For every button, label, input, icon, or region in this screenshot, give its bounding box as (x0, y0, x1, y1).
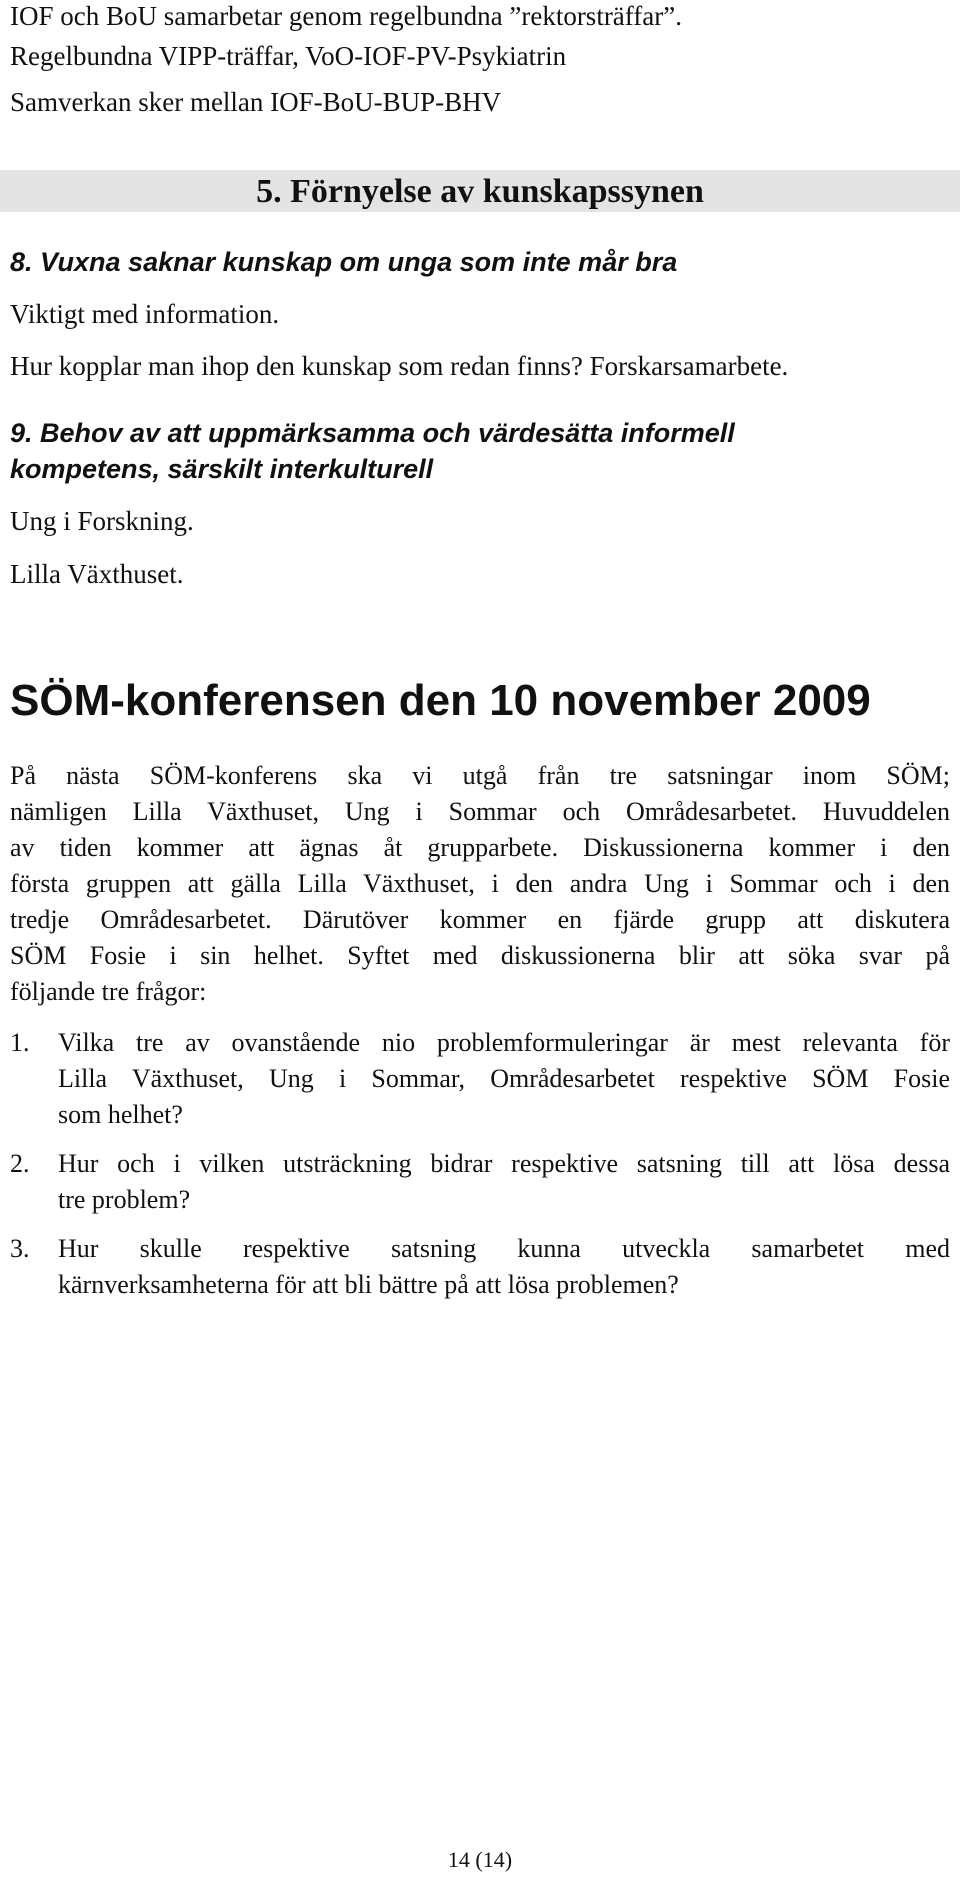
item-text: Hur kopplar man ihop den kunskap som redan finns? Forskarsamarbete. (10, 351, 789, 381)
section-heading-bar (0, 170, 960, 212)
intro-line: Regelbundna VIPP-träffar, VoO-IOF-PV-Psykiatrin (10, 41, 567, 71)
conference-heading: SÖM-konferensen den 10 november 2009 (10, 676, 871, 725)
item-text: Ung i Forskning. (10, 506, 194, 536)
question-line: kärnverksamheterna för att bli bättre på att lösa problemen? (58, 1270, 679, 1299)
page-number: 14 (14) (447, 1847, 513, 1872)
paragraph-line: På nästa SÖM-konferens ska vi utgå från tre satsningar inom SÖM; (10, 761, 950, 790)
section-heading: 5. Förnyelse av kunskapssynen (256, 173, 704, 210)
question-line: som helhet? (58, 1100, 183, 1129)
question-number: 3. (10, 1234, 30, 1263)
question-line: tre problem? (58, 1185, 191, 1214)
question-line: Hur och i vilken utsträckning bidrar respektive satsning till att lösa dessa (58, 1149, 950, 1178)
item-heading: 8. Vuxna saknar kunskap om unga som inte mår bra (10, 247, 678, 277)
paragraph-line: SÖM Fosie i sin helhet. Syftet med diskussionerna blir att söka svar på (10, 941, 950, 970)
item-text: Lilla Växthuset. (10, 559, 184, 589)
question-text (58, 1231, 950, 1303)
question-text (58, 1146, 950, 1218)
question-number: 2. (10, 1149, 30, 1178)
question-line: Hur skulle respektive satsning kunna utveckla samarbetet med (58, 1234, 950, 1263)
question-text (58, 1025, 950, 1133)
question-number: 1. (10, 1028, 30, 1057)
item-text: Viktigt med information. (10, 299, 280, 329)
intro-line: IOF och BoU samarbetar genom regelbundna ”rektorsträffar”. (10, 1, 682, 31)
conference-paragraph (10, 758, 950, 1010)
paragraph-line: följande tre frågor: (10, 977, 207, 1006)
item-heading: kompetens, särskilt interkulturell (10, 454, 434, 484)
paragraph-line: tredje Områdesarbetet. Därutöver kommer en fjärde grupp att diskutera (10, 905, 950, 934)
question-line: Lilla Växthuset, Ung i Sommar, Områdesarbetet respektive SÖM Fosie (58, 1064, 950, 1093)
question-line: Vilka tre av ovanstående nio problemformuleringar är mest relevanta för (58, 1028, 950, 1057)
paragraph-line: första gruppen att gälla Lilla Växthuset, i den andra Ung i Sommar och i den (10, 869, 950, 898)
paragraph-line: nämligen Lilla Växthuset, Ung i Sommar och Områdesarbetet. Huvuddelen (10, 797, 950, 826)
paragraph-line: av tiden kommer att ägnas åt grupparbete. Diskussionerna kommer i den (10, 833, 950, 862)
intro-line: Samverkan sker mellan IOF-BoU-BUP-BHV (10, 87, 502, 117)
item-heading: 9. Behov av att uppmärksamma och värdesätta informell (10, 418, 735, 448)
